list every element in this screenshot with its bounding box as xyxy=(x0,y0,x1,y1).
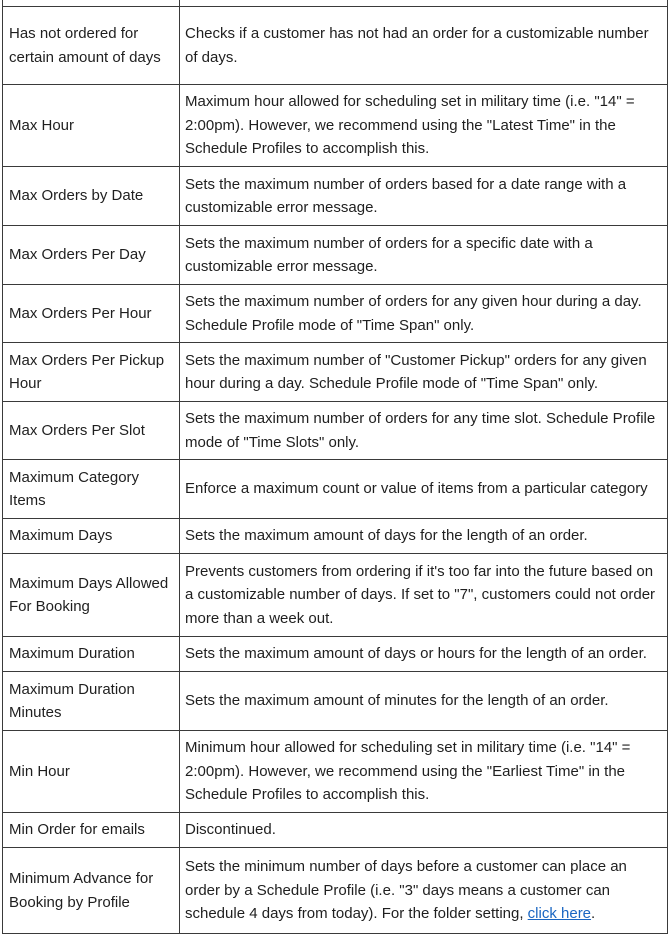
setting-description: Checks if a customer has not had an order for a customizable number of days. xyxy=(180,7,668,85)
table-row xyxy=(3,848,668,934)
setting-name: Maximum Days xyxy=(3,519,180,554)
setting-description: Sets the maximum number of orders based for a date range with a customizable error message. xyxy=(180,167,668,226)
table-row xyxy=(3,519,668,554)
setting-name: Min Order for emails xyxy=(3,813,180,848)
setting-name: Maximum Days Allowed For Booking xyxy=(3,554,180,637)
table-row xyxy=(3,672,668,731)
setting-name: Has not ordered for certain amount of days xyxy=(3,7,180,85)
table-row xyxy=(3,167,668,226)
setting-description: Sets the maximum number of orders for any time slot. Schedule Profile mode of "Time Slots" only. xyxy=(180,402,668,460)
setting-name: Max Orders Per Slot xyxy=(3,402,180,460)
table-row xyxy=(3,285,668,343)
description-text: Sets the minimum number of days before a customer can place an order by a Schedule Profile (i.e. "3" days means a customer can schedule 4 days from today). For the folder setting, xyxy=(185,858,627,923)
table-row xyxy=(3,226,668,285)
table-row xyxy=(3,460,668,519)
setting-name: Minimum Advance for Booking by Profile xyxy=(3,848,180,934)
settings-table xyxy=(2,0,668,934)
setting-description: Enforce a maximum count or value of items from a particular category xyxy=(180,460,668,519)
setting-description: Sets the maximum number of orders for a specific date with a customizable error message. xyxy=(180,226,668,285)
setting-description: Sets the maximum amount of days or hours for the length of an order. xyxy=(180,637,668,672)
setting-description: Sets the maximum amount of days for the length of an order. xyxy=(180,519,668,554)
table-row xyxy=(3,402,668,460)
setting-name: Min Hour xyxy=(3,731,180,813)
setting-description: Maximum hour allowed for scheduling set in military time (i.e. "14" = 2:00pm). However, we recommend using the "Latest Time" in the Schedule Profiles to accomplish this. xyxy=(180,85,668,167)
setting-description: Sets the maximum number of "Customer Pickup" orders for any given hour during a day. Schedule Profile mode of "Time Span" only. xyxy=(180,343,668,402)
setting-description: Sets the maximum number of orders for any given hour during a day. Schedule Profile mode of "Time Span" only. xyxy=(180,285,668,343)
setting-name: Max Orders Per Hour xyxy=(3,285,180,343)
setting-description: Discontinued. xyxy=(180,813,668,848)
table-row xyxy=(3,637,668,672)
table-row xyxy=(3,554,668,637)
setting-description: Sets the maximum amount of minutes for the length of an order. xyxy=(180,672,668,731)
setting-name: Max Hour xyxy=(3,85,180,167)
setting-name: Max Orders Per Pickup Hour xyxy=(3,343,180,402)
table-row xyxy=(3,343,668,402)
setting-name: Maximum Category Items xyxy=(3,460,180,519)
setting-name: Maximum Duration xyxy=(3,637,180,672)
table-row xyxy=(3,731,668,813)
setting-name: Max Orders by Date xyxy=(3,167,180,226)
setting-description xyxy=(180,848,668,934)
setting-description: Minimum hour allowed for scheduling set in military time (i.e. "14" = 2:00pm). However, we recommend using the "Earliest Time" in the Schedule Profiles to accomplish this. xyxy=(180,731,668,813)
table-row xyxy=(3,7,668,85)
setting-name: Maximum Duration Minutes xyxy=(3,672,180,731)
description-end: . xyxy=(591,905,596,923)
setting-description: Prevents customers from ordering if it's too far into the future based on a customizable number of days. If set to "7", customers could not order more than a week out. xyxy=(180,554,668,637)
table-row xyxy=(3,813,668,848)
click-here-link[interactable]: click here xyxy=(527,905,592,923)
setting-name: Max Orders Per Day xyxy=(3,226,180,285)
table-row xyxy=(3,85,668,167)
